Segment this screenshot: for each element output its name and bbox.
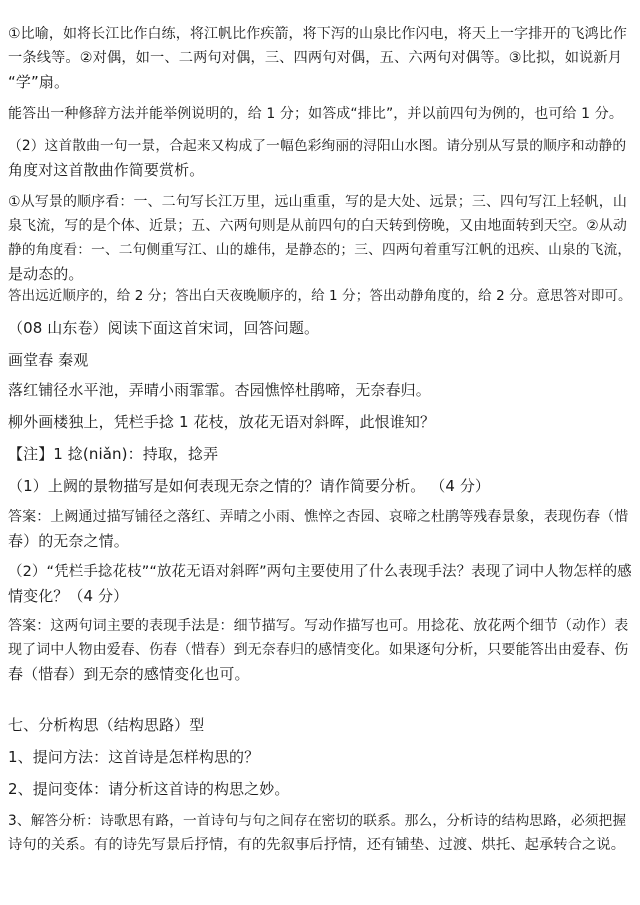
- text-line: ①从写景的顺序看：一、二句写长江万里，远山重重，写的是大处、远景；三、四句写江上轻帆，山: [8, 194, 627, 210]
- question-2-poem: [8, 560, 632, 608]
- text-line: “学”扇。: [8, 73, 70, 91]
- text-line: （1）上阙的景物描写是如何表现无奈之情的？请作简要分析。 （4 分）: [8, 477, 491, 495]
- text-line: 情变化？（4 分）: [8, 587, 129, 605]
- paragraph-sanqu-answer: [8, 190, 632, 286]
- text-line: 春）的无奈之情。: [8, 532, 129, 550]
- answer-2-poem: [8, 614, 632, 686]
- paragraph-scoring-2: [8, 284, 632, 308]
- text-line: （08 山东卷）阅读下面这首宋词，回答问题。: [8, 319, 320, 337]
- text-line: 2、提问变体：请分析这首诗的构思之妙。: [8, 780, 290, 798]
- text-line: 是动态的。: [8, 265, 84, 283]
- paragraph-rhetoric-answer: [8, 22, 632, 94]
- text-line: 一条线等。②对偶，如一、二两句对偶，三、四两句对偶，五、六两句对偶等。③比拟，如说新月: [8, 50, 623, 66]
- text-line: 【注】1 捻(niǎn)：持取，捻弄: [8, 445, 219, 463]
- list-item-question-variant: [8, 777, 632, 801]
- text-line: 画堂春 秦观: [8, 351, 89, 369]
- text-line: （2）这首散曲一句一景，合起来又构成了一幅色彩绚丽的浔阳山水图。请分别从写景的顺序和动静的: [8, 138, 627, 154]
- question-2-sanqu: [8, 134, 632, 182]
- text-line: 答案：上阙通过描写铺径之落红、弄晴之小雨、憔悴之杏园、哀啼之杜鹃等残春景象，表现伤春（惜: [8, 509, 629, 525]
- text-line: 3、解答分析：诗歌思有路，一首诗句与句之间存在密切的联系。那么，分析诗的结构思路，必须把握: [8, 813, 627, 829]
- answer-1-poem: [8, 505, 632, 553]
- text-line: 能答出一种修辞方法并能举例说明的，给 1 分；如答成“排比”，并以前四句为例的，也可给 1 分。: [8, 106, 623, 122]
- paragraph-scoring-1: [8, 102, 632, 126]
- text-line: 角度对这首散曲作简要赏析。: [8, 161, 205, 179]
- list-item-question-method: [8, 745, 632, 769]
- poem-stanza-1: [8, 378, 632, 402]
- text-line: 泉飞流，写的是个体、近景；五、六两句则是从前四句的白天转到傍晚，又由地面转到天空。②从动: [8, 218, 627, 234]
- text-line: （2）“凭栏手捻花枝”“放花无语对斜晖”两句主要使用了什么表现手法？表现了词中人物怎样的感: [8, 564, 632, 580]
- exam-source-heading: [8, 316, 632, 340]
- poem-stanza-2: [8, 410, 632, 434]
- text-line: 落红铺径水平池，弄晴小雨霏霏。杏园憔悴杜鹃啼，无奈春归。: [8, 381, 431, 399]
- list-item-answer-analysis: [8, 809, 632, 857]
- text-line: 答案：这两句词主要的表现手法是：细节描写。写动作描写也可。用捻花、放花两个细节（动作）表: [8, 618, 629, 634]
- section-heading-structure: [8, 713, 632, 737]
- poem-annotation: [8, 442, 632, 466]
- text-line: 现了词中人物由爱春、伤春（惜春）到无奈春归的感情变化。如果逐句分析，只要能答出由爱春、伤: [8, 642, 629, 658]
- text-line: 静的角度看：一、二句侧重写江、山的雄伟，是静态的；三、四两句着重写江帆的迅疾、山泉的飞流，: [8, 242, 632, 258]
- poem-title: [8, 348, 632, 372]
- text-line: 柳外画楼独上，凭栏手捻 1 花枝，放花无语对斜晖，此恨谁知？: [8, 413, 436, 431]
- question-1-poem: [8, 474, 632, 498]
- text-line: 诗句的关系。有的诗先写景后抒情，有的先叙事后抒情，还有铺垫、过渡、烘托、起承转合之说。: [8, 837, 626, 853]
- text-line: ①比喻，如将长江比作白练，将江帆比作疾箭，将下泻的山泉比作闪电，将天上一字排开的飞鸿比作: [8, 26, 627, 42]
- text-line: 春（惜春）到无奈的感情变化也可。: [8, 665, 250, 683]
- text-line: 七、分析构思（结构思路）型: [8, 716, 205, 734]
- text-line: 答出远近顺序的，给 2 分；答出白天夜晚顺序的，给 1 分；答出动静角度的，给 2 分。意思答对即可。: [8, 288, 632, 304]
- text-line: 1、提问方法：这首诗是怎样构思的？: [8, 748, 260, 766]
